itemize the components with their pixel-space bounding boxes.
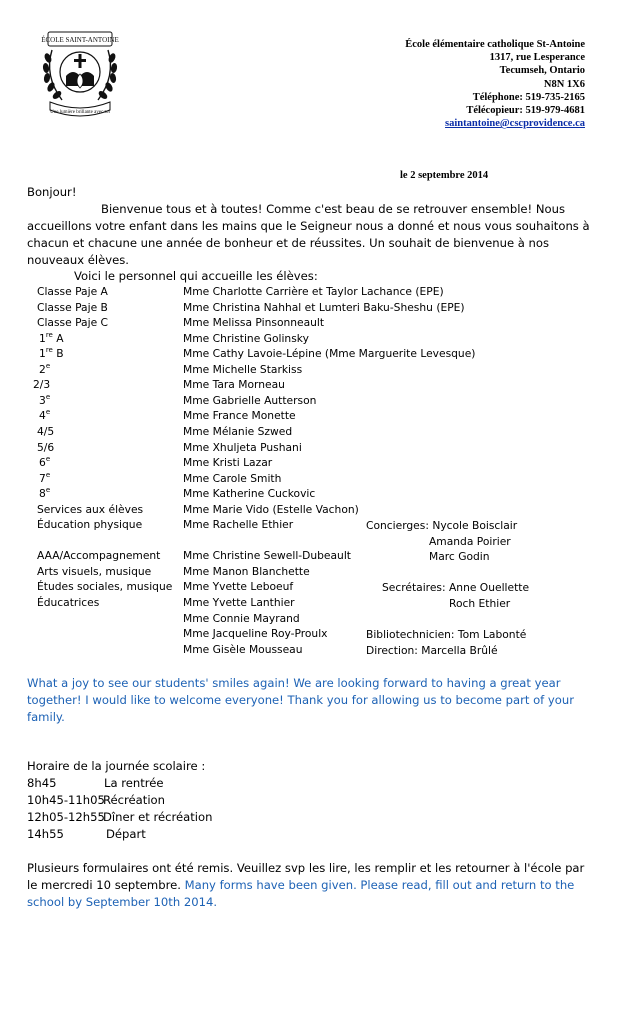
schedule-title: Horaire de la journée scolaire : [27, 759, 206, 773]
staff-name: Mme Christine Golinsky [183, 331, 309, 345]
staff-role: 6e [39, 455, 51, 470]
staff-role: Arts visuels, musique [37, 564, 152, 578]
school-postal: N8N 1X6 [543, 78, 585, 90]
staff-role: 4/5 [37, 424, 55, 438]
school-logo [36, 14, 124, 126]
staff-name: Mme Marie Vido (Estelle Vachon) [183, 502, 359, 516]
direction-line: Direction: Marcella Brûlé [366, 644, 498, 657]
staff-name: Mme Gisèle Mousseau [183, 642, 303, 656]
staff-name: Mme Yvette Lanthier [183, 596, 295, 609]
staff-role: Éducation physique [37, 518, 143, 532]
greeting: Bonjour! [27, 185, 77, 199]
forms-fr: Plusieurs formulaires ont été remis. Veuillez svp les lire, les remplir et les retourner à l'école par le mercredi 10 septembre. [27, 861, 585, 892]
school-email-link[interactable]: saintantoine@cscprovidence.ca [445, 118, 585, 130]
staff-role: Services aux élèves [37, 502, 144, 516]
staff-role: 8e [39, 486, 51, 501]
staff-role: 2e [39, 361, 51, 376]
intro-paragraph [27, 201, 597, 269]
schedule-time: 14h55 [27, 827, 64, 841]
school-phone: Téléphone: 519-735-2165 [472, 91, 585, 103]
staff-name: Mme Manon Blanchette [183, 564, 310, 578]
forms-notice [27, 860, 597, 911]
staff-role: Études sociales, musique [37, 580, 173, 594]
staff-name: Mme Mélanie Szwed [183, 424, 293, 438]
schedule-time: 10h45-11h05 [27, 793, 105, 807]
staff-role: 7e [39, 470, 51, 485]
staff-role: Classe Paje A [37, 285, 108, 298]
school-fax: Télécopieur: 519-979-4681 [466, 105, 585, 117]
staff-name: Mme Christina Nahhal et Lumteri Baku-Sheshu (EPE) [183, 300, 465, 314]
concierge-name: Marc Godin [429, 550, 490, 563]
staff-role: 2/3 [33, 378, 51, 392]
schedule-label: La rentrée [104, 776, 164, 790]
staff-name: Mme Connie Mayrand [183, 611, 300, 625]
secretaires-line: Secrétaires: Anne Ouellette [382, 581, 530, 594]
staff-role: 4e [39, 408, 51, 423]
staff-name: Mme Rachelle Ethier [183, 518, 294, 532]
staff-role: AAA/Accompagnement [37, 549, 161, 563]
staff-name: Mme Melissa Pinsonneault [183, 316, 325, 330]
school-address: 1317, rue Lesperance [489, 52, 585, 64]
school-name: École élémentaire catholique St-Antoine [405, 39, 585, 50]
staff-name: Mme Tara Morneau [183, 378, 285, 392]
staff-name: Mme France Monette [183, 409, 296, 423]
forms-en: Many forms have been given. Please read, fill out and return to the school by September 10th 2014. [27, 878, 575, 909]
secretaire-name: Roch Ethier [449, 597, 511, 610]
staff-role: Classe Paje C [37, 316, 109, 330]
staff-name: Mme Michelle Starkiss [183, 362, 303, 376]
concierge-name: Amanda Poirier [429, 535, 511, 548]
staff-role: 1re B [39, 346, 64, 361]
intro-text: Bienvenue tous et à toutes! Comme c'est beau de se retrouver ensemble! Nous accueillons votre enfant dans les mains que le Seigneur nous a donné et nous vous souhaitons à chacun et chacune une année de bonheur et de réussites. Un souhait de bienvenue à nos nouveaux élèves. [27, 202, 590, 267]
svg-text:ÉCOLE SAINT-ANTOINE: ÉCOLE SAINT-ANTOINE [41, 36, 119, 44]
schedule-time: 8h45 [27, 776, 57, 790]
concierges-line: Concierges: Nycole Boisclair [366, 519, 518, 532]
school-city: Tecumseh, Ontario [499, 65, 585, 77]
staff-intro: Voici le personnel qui accueille les élèves: [74, 269, 318, 283]
svg-text:Une lumière brillante avec toi: Une lumière brillante avec toi [50, 110, 110, 115]
letter-date: le 2 septembre 2014 [400, 170, 489, 181]
staff-name: Mme Charlotte Carrière et Taylor Lachance (EPE) [183, 285, 444, 298]
school-header [405, 38, 585, 130]
staff-name: Mme Carole Smith [183, 471, 282, 485]
staff-name: Mme Yvette Leboeuf [183, 580, 294, 594]
schedule-label: Dîner et récréation [103, 810, 213, 824]
staff-role: Éducatrices [37, 596, 100, 609]
staff-name: Mme Gabrielle Autterson [183, 393, 317, 407]
bibliotechnicien-line: Bibliotechnicien: Tom Labonté [366, 628, 527, 641]
schedule-label: Départ [106, 827, 146, 841]
schedule-label: Récréation [103, 793, 165, 807]
staff-name: Mme Christine Sewell-Dubeault [183, 549, 351, 563]
staff-role: 1re A [39, 330, 64, 345]
staff-role: Classe Paje B [37, 300, 108, 314]
staff-name: Mme Cathy Lavoie-Lépine (Mme Marguerite Levesque) [183, 347, 476, 361]
staff-role: 5/6 [37, 440, 55, 454]
english-welcome: What a joy to see our students' smiles again! We are looking forward to having a great year together! I would like to welcome everyone! Thank you for allowing us to become part of your family. [27, 676, 575, 724]
staff-name: Mme Xhuljeta Pushani [183, 440, 302, 454]
schedule-time: 12h05-12h55 [27, 810, 105, 824]
staff-name: Mme Jacqueline Roy-Proulx [183, 627, 328, 641]
staff-role: 3e [39, 392, 51, 407]
staff-name: Mme Katherine Cuckovic [183, 487, 316, 501]
staff-name: Mme Kristi Lazar [183, 456, 273, 470]
